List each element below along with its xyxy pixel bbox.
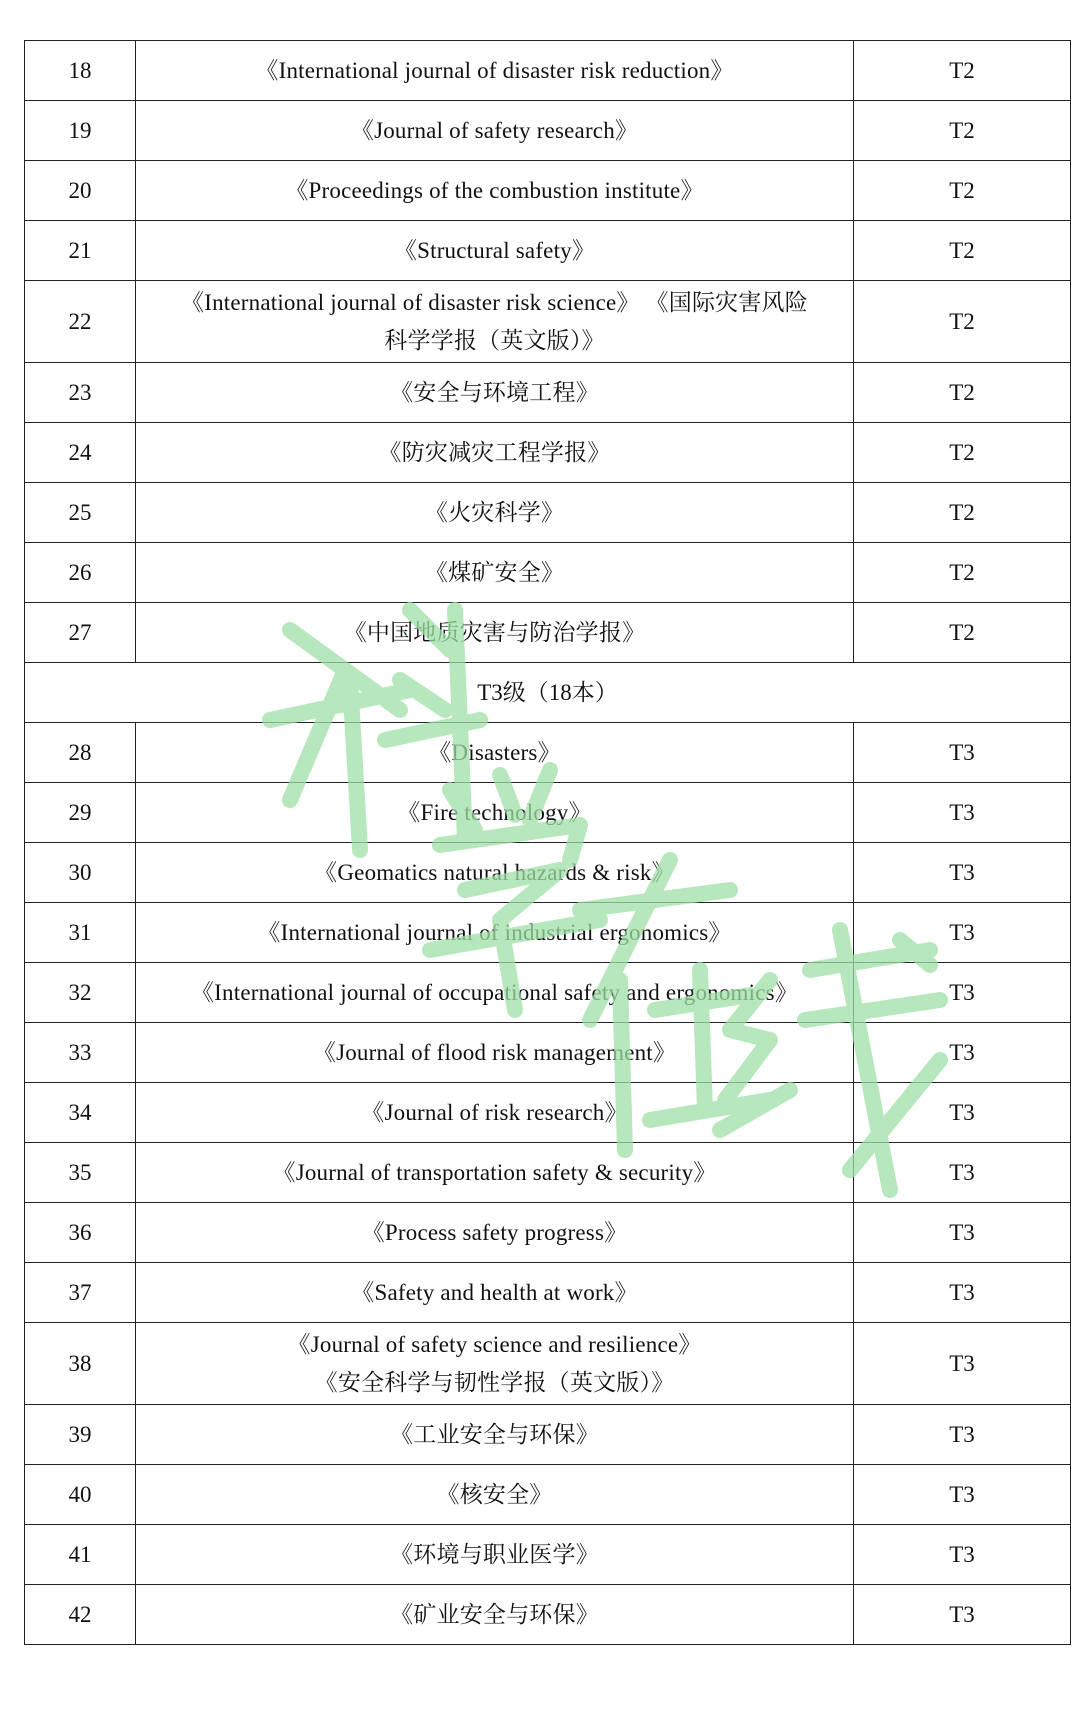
row-number-cell: 35 (25, 1143, 136, 1203)
row-number-cell: 25 (25, 483, 136, 543)
journal-title-line: 《International journal of industrial ergonomics》 (257, 919, 732, 945)
row-number-cell: 33 (25, 1023, 136, 1083)
table-row (25, 1585, 1071, 1645)
journal-title-cell (136, 41, 854, 101)
row-number-cell: 28 (25, 723, 136, 783)
level-cell: T3 (854, 1263, 1071, 1323)
table-row (25, 1143, 1071, 1203)
journal-title-cell (136, 363, 854, 423)
journal-title-line: 《核安全》 (436, 1481, 553, 1507)
table-row (25, 1263, 1071, 1323)
journal-title-cell (136, 1143, 854, 1203)
table-row (25, 101, 1071, 161)
journal-title-line: 《煤矿安全》 (424, 559, 565, 585)
row-number-cell: 38 (25, 1323, 136, 1405)
journal-title-line: 《环境与职业医学》 (390, 1541, 599, 1567)
journal-title-cell (136, 963, 854, 1023)
journal-title-cell (136, 423, 854, 483)
table-row (25, 281, 1071, 363)
journal-title-cell (136, 161, 854, 221)
table-row (25, 1405, 1071, 1465)
level-cell: T2 (854, 543, 1071, 603)
journal-title-cell (136, 903, 854, 963)
row-number-cell: 19 (25, 101, 136, 161)
table-row (25, 41, 1071, 101)
level-cell: T3 (854, 1203, 1071, 1263)
journal-title-cell (136, 101, 854, 161)
level-cell: T3 (854, 1405, 1071, 1465)
journal-title-cell (136, 1203, 854, 1263)
table-row (25, 363, 1071, 423)
journal-title-line: 《矿业安全与环保》 (390, 1601, 599, 1627)
row-number-cell: 23 (25, 363, 136, 423)
journal-title-cell (136, 1263, 854, 1323)
row-number-cell: 31 (25, 903, 136, 963)
table-row (25, 1323, 1071, 1405)
journal-title-line: 《安全科学与韧性学报（英文版）》 (314, 1369, 675, 1395)
table-row (25, 723, 1071, 783)
row-number-cell: 24 (25, 423, 136, 483)
table-row (25, 221, 1071, 281)
journal-title-cell (136, 603, 854, 663)
journal-title-cell (136, 1083, 854, 1143)
table-row (25, 903, 1071, 963)
section-header-row (25, 663, 1071, 723)
journal-title-line: 《International journal of occupational safety and ergonomics》 (190, 979, 799, 1005)
journal-title-line: 《Process safety progress》 (361, 1219, 628, 1245)
journal-title-cell (136, 783, 854, 843)
level-cell: T2 (854, 41, 1071, 101)
level-cell: T3 (854, 1143, 1071, 1203)
journal-title-cell (136, 221, 854, 281)
table-body-t3 (25, 723, 1071, 1645)
journal-title-cell (136, 543, 854, 603)
journal-title-cell (136, 1465, 854, 1525)
row-number-cell: 21 (25, 221, 136, 281)
table-row (25, 783, 1071, 843)
table-row (25, 1465, 1071, 1525)
journal-title-cell (136, 1323, 854, 1405)
table-row (25, 423, 1071, 483)
journal-title-cell (136, 1405, 854, 1465)
journal-title-cell (136, 1585, 854, 1645)
table-row (25, 603, 1071, 663)
level-cell: T2 (854, 101, 1071, 161)
table-row (25, 161, 1071, 221)
row-number-cell: 18 (25, 41, 136, 101)
section-header-cell: T3级（18本） (25, 663, 1071, 723)
level-cell: T2 (854, 483, 1071, 543)
journal-title-cell (136, 281, 854, 363)
level-cell: T2 (854, 603, 1071, 663)
journal-title-line: 《Journal of safety research》 (350, 117, 639, 143)
table-row (25, 1525, 1071, 1585)
journal-title-line: 《Journal of safety science and resilience》 (287, 1331, 702, 1357)
row-number-cell: 27 (25, 603, 136, 663)
journal-title-line: 《International journal of disaster risk reduction》 (255, 57, 734, 83)
level-cell: T3 (854, 963, 1071, 1023)
journal-title-cell (136, 483, 854, 543)
level-cell: T3 (854, 1083, 1071, 1143)
journal-title-line: 《Proceedings of the combustion institute》 (285, 177, 704, 203)
level-cell: T3 (854, 1323, 1071, 1405)
journal-title-line: 科学学报（英文版）》 (384, 327, 605, 353)
table-row (25, 483, 1071, 543)
journal-title-line: 《Journal of transportation safety & security》 (272, 1159, 717, 1185)
row-number-cell: 34 (25, 1083, 136, 1143)
level-cell: T2 (854, 423, 1071, 483)
row-number-cell: 42 (25, 1585, 136, 1645)
level-cell: T2 (854, 221, 1071, 281)
journal-title-line: 《火灾科学》 (424, 499, 565, 525)
level-cell: T2 (854, 161, 1071, 221)
journal-title-cell (136, 1525, 854, 1585)
table-row (25, 1023, 1071, 1083)
table-row (25, 843, 1071, 903)
journal-title-line: 《Fire technology》 (397, 799, 592, 825)
row-number-cell: 39 (25, 1405, 136, 1465)
journal-title-line: 《Safety and health at work》 (351, 1279, 638, 1305)
level-cell: T3 (854, 903, 1071, 963)
level-cell: T3 (854, 783, 1071, 843)
journal-title-line: 《安全与环境工程》 (390, 379, 599, 405)
journal-title-line: 《Geomatics natural hazards & risk》 (314, 859, 675, 885)
row-number-cell: 30 (25, 843, 136, 903)
journal-title-line: 《防灾减灾工程学报》 (378, 439, 611, 465)
row-number-cell: 22 (25, 281, 136, 363)
journal-ranking-table (24, 40, 1071, 1645)
table-section-header (25, 663, 1071, 723)
table-row (25, 1203, 1071, 1263)
journal-title-line: 《中国地质灾害与防治学报》 (343, 619, 646, 645)
journal-title-line: 《International journal of disaster risk science》 《国际灾害风险 (181, 289, 808, 315)
level-cell: T3 (854, 1525, 1071, 1585)
table-row (25, 543, 1071, 603)
journal-title-line: 《工业安全与环保》 (390, 1421, 599, 1447)
table-row (25, 1083, 1071, 1143)
journal-title-line: 《Disasters》 (428, 739, 561, 765)
table-body-t2 (25, 41, 1071, 663)
level-cell: T3 (854, 1465, 1071, 1525)
level-cell: T3 (854, 723, 1071, 783)
row-number-cell: 29 (25, 783, 136, 843)
level-cell: T2 (854, 363, 1071, 423)
row-number-cell: 41 (25, 1525, 136, 1585)
row-number-cell: 36 (25, 1203, 136, 1263)
level-cell: T3 (854, 1023, 1071, 1083)
level-cell: T2 (854, 281, 1071, 363)
row-number-cell: 26 (25, 543, 136, 603)
table-row (25, 963, 1071, 1023)
journal-title-line: 《Structural safety》 (393, 237, 596, 263)
row-number-cell: 40 (25, 1465, 136, 1525)
journal-title-line: 《Journal of risk research》 (361, 1099, 628, 1125)
row-number-cell: 37 (25, 1263, 136, 1323)
level-cell: T3 (854, 1585, 1071, 1645)
journal-title-cell (136, 1023, 854, 1083)
journal-title-cell (136, 843, 854, 903)
level-cell: T3 (854, 843, 1071, 903)
row-number-cell: 20 (25, 161, 136, 221)
journal-title-cell (136, 723, 854, 783)
journal-title-line: 《Journal of flood risk management》 (312, 1039, 677, 1065)
row-number-cell: 32 (25, 963, 136, 1023)
